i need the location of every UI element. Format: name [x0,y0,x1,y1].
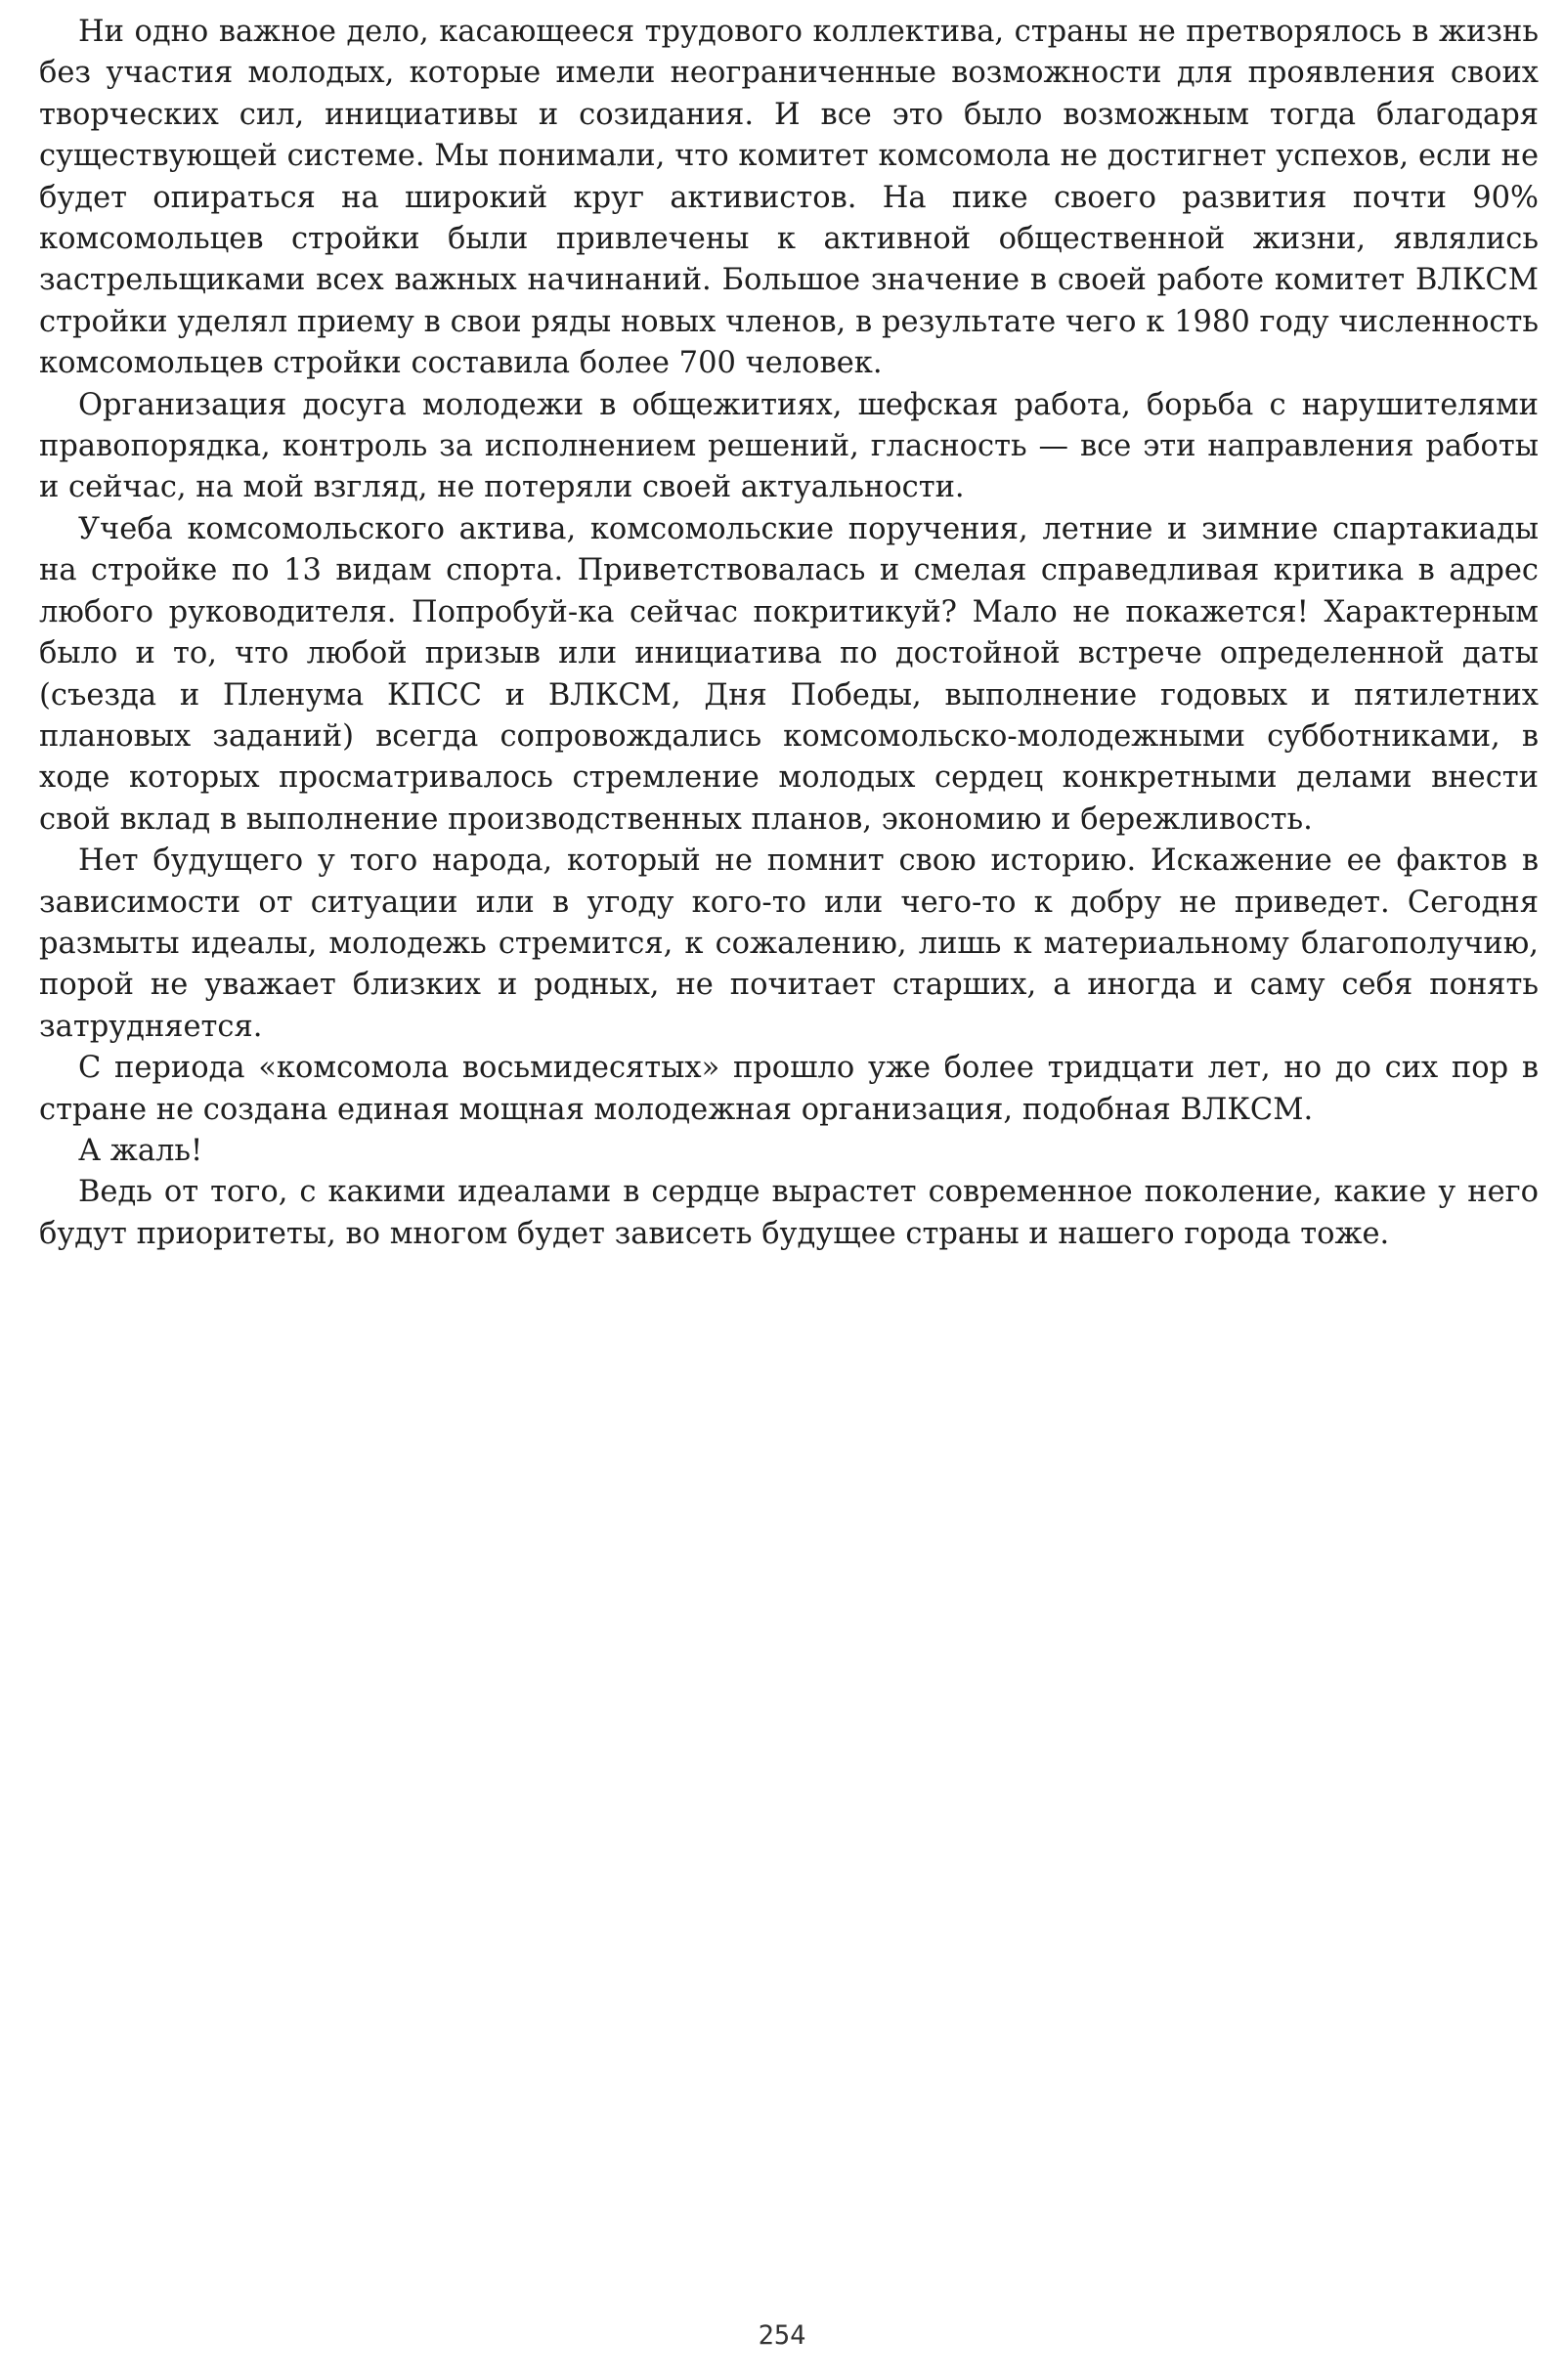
paragraph-1: Ни одно важное дело, касающееся трудового коллектива, страны не претворялось в жизнь без участия молодых, которые имели неограниченные возможности для проявления своих творческих сил, инициативы и созидания. И все это было возможным тогда благодаря существующей системе. Мы понимали, что комитет комсомола не достигнет успехов, если не будет опираться на широкий круг активистов. На пике своего развития почти 90% комсомольцев стройки были привлечены к активной общественной жизни, являлись застрельщиками всех важных начинаний. Большое значение в своей работе комитет ВЛКСМ стройки уделял приему в свои ряды новых членов, в результате чего к 1980 году численность комсомольцев стройки составила более 700 человек. [39,15,1539,381]
paragraph-5: С периода «комсомола восьмидесятых» прошло уже более тридцати лет, но до сих пор в стране не создана единая мощная молодежная организация, подобная ВЛКСМ. [39,1051,1539,1127]
paragraph-7: Ведь от того, с какими идеалами в сердце вырастет современное поколение, какие у него будут приоритеты, во многом будет зависеть будущее страны и нашего города тоже. [39,1175,1539,1251]
paragraph-4: Нет будущего у того народа, который не помнит свою историю. Искажение ее фактов в зависимости от ситуации или в угоду кого-то или чего-то к добру не приведет. Сегодня размыты идеалы, молодежь стремится, к сожалению, лишь к материальному благополучию, порой не уважает близких и родных, не почитает старших, а иногда и саму себя понять затрудняется. [39,844,1539,1044]
paragraph-3: Учеба комсомольского актива, комсомольские поручения, летние и зимние спартакиады на стройке по 13 видам спорта. Приветствовалась и смелая справедливая критика в адрес любого руководителя. Попробуй-ка сейчас покритикуй? Мало не покажется! Характерным было и то, что любой призыв или инициатива по достойной встрече определенной даты (съезда и Пленума КПСС и ВЛКСМ, Дня Победы, выполнение годовых и пятилетних плановых заданий) всегда сопровождались комсомольско-молодежными субботниками, в ходе которых просматривалось стремление молодых сердец конкретными делами внести свой вклад в выполнение производственных планов, экономию и бережливость. [39,511,1539,837]
body-text [39,12,1539,1255]
paragraph-2: Организация досуга молодежи в общежитиях, шефская работа, борьба с нарушителями правопорядка, контроль за исполнением решений, гласность — все эти направления работы и сейчас, на мой взгляд, не потеряли своей актуальности. [39,387,1539,505]
paragraph-6: А жаль! [78,1133,203,1168]
page-number: 254 [758,2320,806,2351]
